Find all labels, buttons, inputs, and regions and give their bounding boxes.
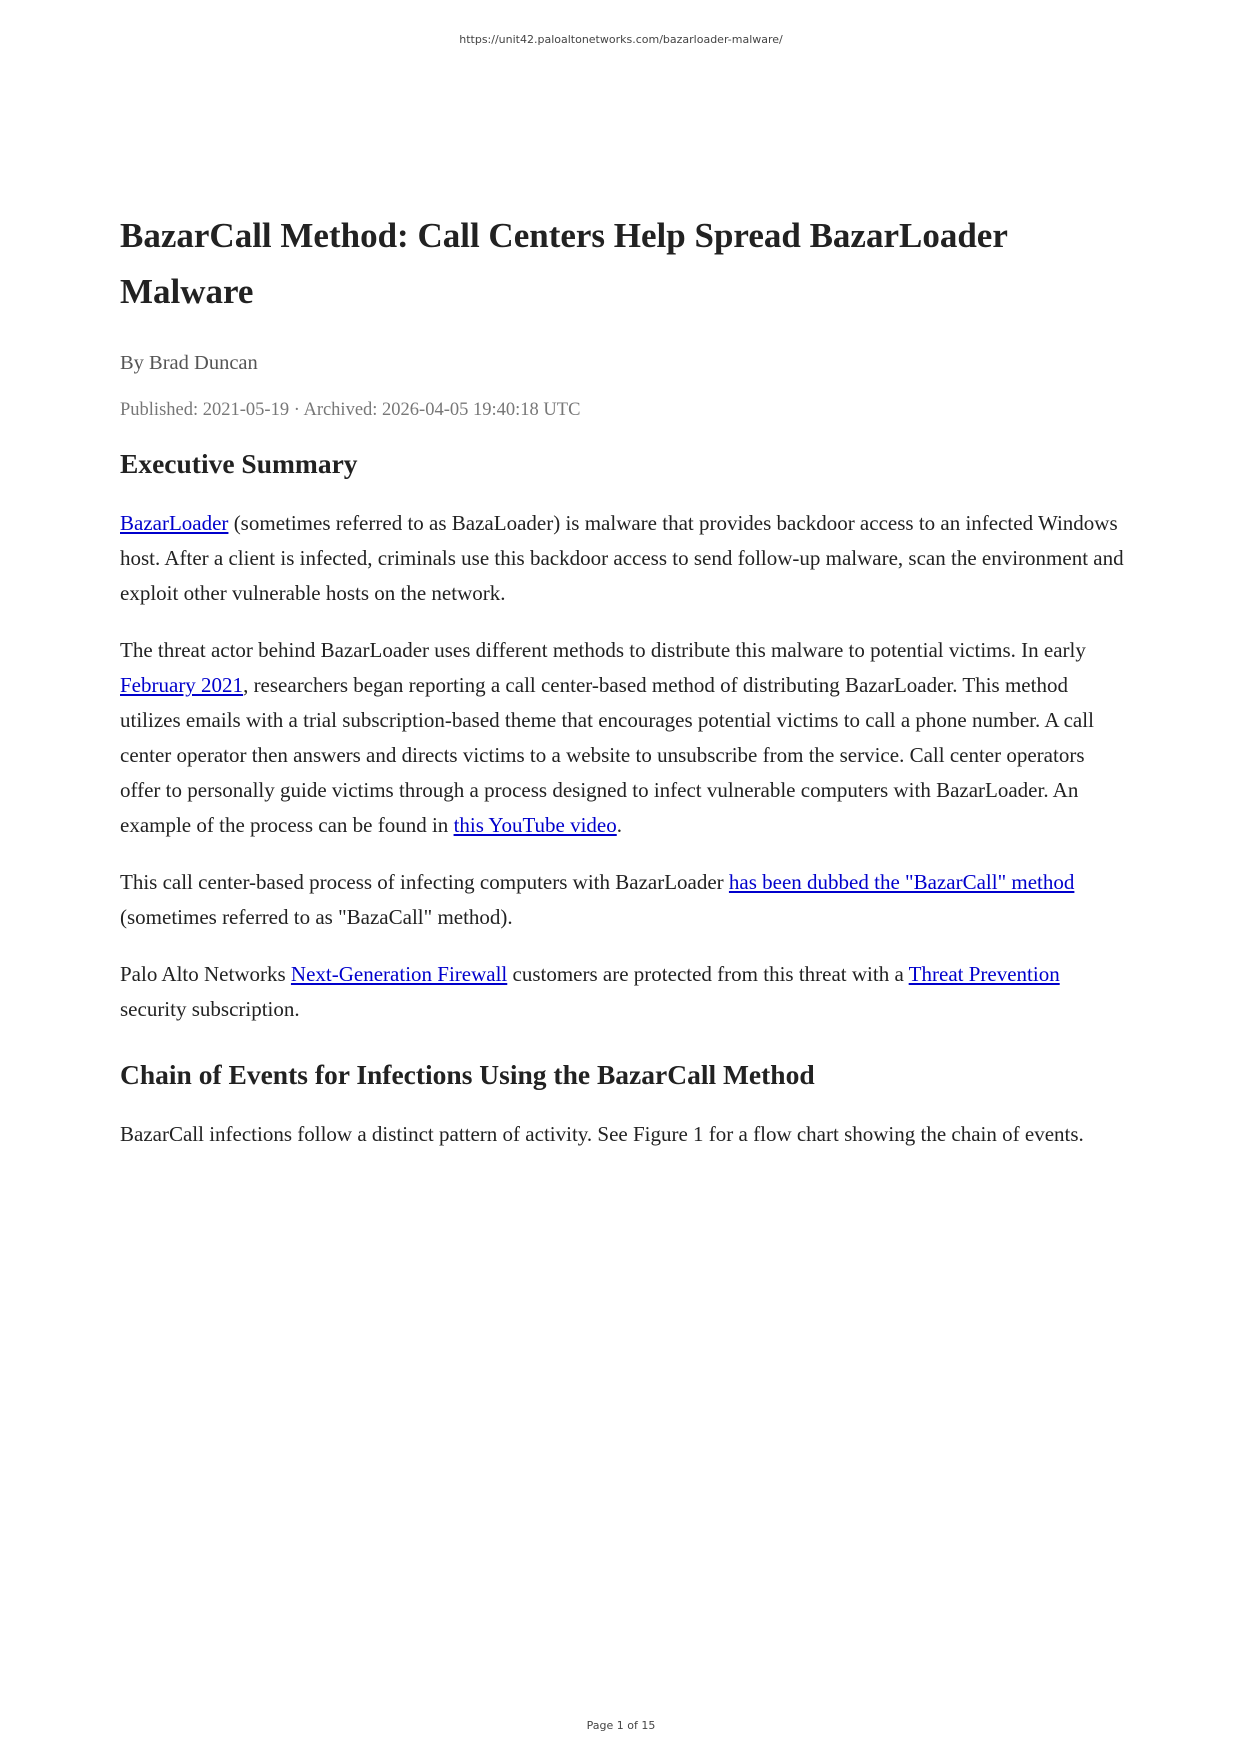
paragraph-text: (sometimes referred to as BazaLoader) is malware that provides backdoor access to an infected Windows host. After a client is infected, criminals use this backdoor access to send follow-up malware, scan the environment and exploit other vulnerable hosts on the network. <box>120 511 1124 605</box>
paragraph-bazarcall-method <box>120 865 1130 935</box>
paragraph-bazarloader-intro <box>120 506 1130 611</box>
february-2021-link[interactable]: February 2021 <box>120 673 244 697</box>
source-url: https://unit42.paloaltonetworks.com/bazarloader-malware/ <box>459 33 783 46</box>
paragraph-text: (sometimes referred to as "BazaCall" method). <box>120 905 513 929</box>
next-generation-firewall-link[interactable]: Next-Generation Firewall <box>290 962 508 986</box>
paragraph-text: . <box>616 813 623 837</box>
section-heading-executive-summary: Executive Summary <box>120 448 358 479</box>
paragraph-text: This call center-based process of infecting computers with BazarLoader <box>120 870 729 894</box>
paragraph-text: security subscription. <box>120 997 300 1021</box>
section-heading-chain-of-events: Chain of Events for Infections Using the BazarCall Method <box>120 1059 815 1090</box>
paragraph-text: , researchers began reporting a call center-based method of distributing BazarLoader. This method utilizes emails with a trial subscription-based theme that encourages potential victims to call a phone number. A call center operator then answers and directs victims to a website to unsubscribe from the service. Call center operators offer to personally guide victims through a process designed to infect vulnerable computers with BazarLoader. An example of the process can be found in <box>120 673 1094 837</box>
article-title: BazarCall Method: Call Centers Help Spread BazarLoader Malware <box>120 216 1008 311</box>
youtube-video-link[interactable]: this YouTube video <box>453 813 617 837</box>
paragraph-text: The threat actor behind BazarLoader uses different methods to distribute this malware to potential victims. In early <box>120 638 1086 662</box>
bazarloader-link[interactable]: BazarLoader <box>120 511 229 535</box>
paragraph-text: Palo Alto Networks <box>120 962 291 986</box>
bazarcall-method-link[interactable]: has been dubbed the "BazarCall" method <box>728 870 1075 894</box>
article <box>120 208 1130 1152</box>
publish-info: Published: 2021-05-19 · Archived: 2026-04-05 19:40:18 UTC <box>120 400 581 420</box>
page-number: Page 1 of 15 <box>586 1719 656 1732</box>
paragraph-text: customers are protected from this threat with a <box>507 962 909 986</box>
paragraph-chain-intro: BazarCall infections follow a distinct pattern of activity. See Figure 1 for a flow chart showing the chain of events. <box>120 1122 1084 1146</box>
author-byline: By Brad Duncan <box>120 352 258 374</box>
paragraph-protection <box>120 957 1130 1027</box>
paragraph-threat-actor <box>120 633 1130 843</box>
threat-prevention-link[interactable]: Threat Prevention <box>908 962 1060 986</box>
